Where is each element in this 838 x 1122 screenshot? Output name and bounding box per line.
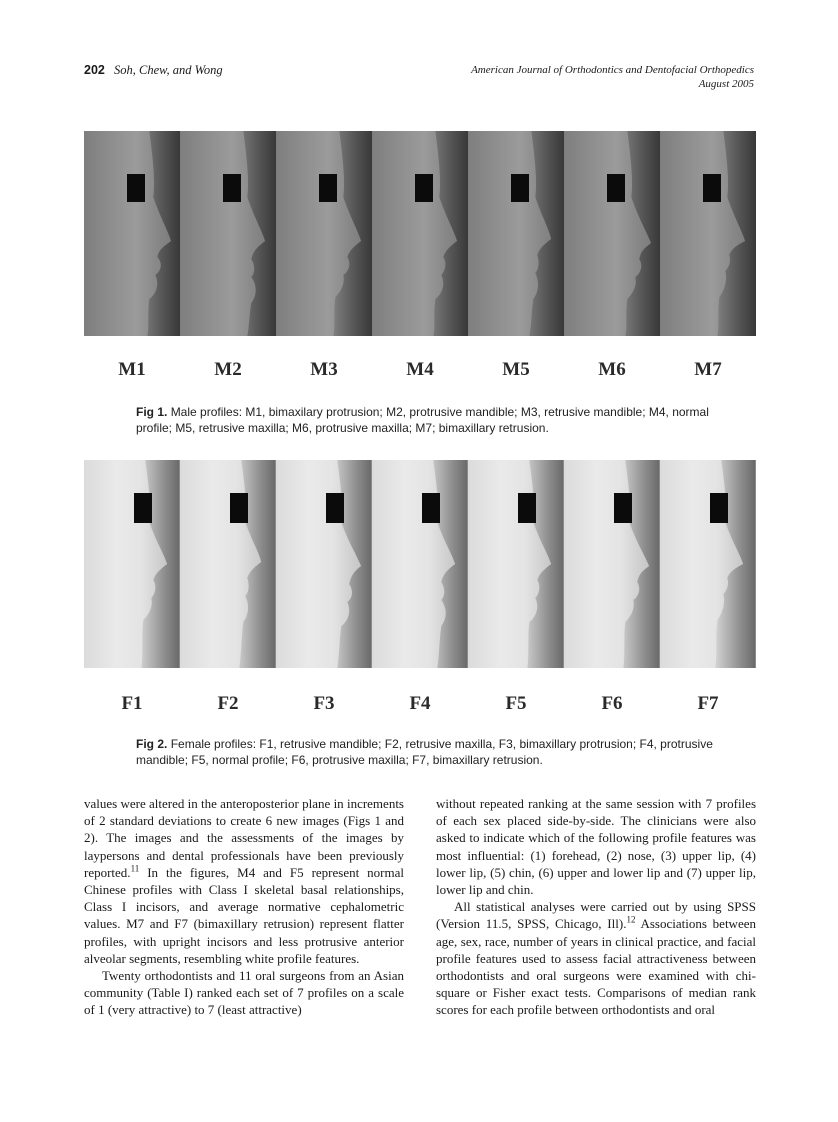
body-column-right: [436, 795, 756, 1019]
eye-mask: [511, 174, 529, 202]
body-paragraph: without repeated ranking at the same session with 7 profiles of each sex placed side-by-side. The clinicians were also asked to indicate which of the following profile features was most influential: (1) forehead, (2) nose, (3) upper lip, (4) lower lip, (5) chin, (6) upper and lower lip and (7) upper lip, lower lip and chin.: [436, 796, 756, 898]
body-text: In the figures, M4 and F5 represent normal Chinese profiles with Class I skeletal basal relationships, Class I incisors, and average normative cephalometric values. M7 and F7 (bimaxillary retrusion) represent flatter profiles, with upright incisors and less protrusive anterior alveolar segments, resembling white profile features.: [84, 864, 404, 966]
eye-mask: [710, 493, 728, 523]
eye-mask: [614, 493, 632, 523]
profile-label-m7: M7: [694, 359, 722, 380]
figure-2-caption-label: Fig 2.: [136, 737, 168, 751]
page-number: 202: [84, 63, 105, 77]
profile-label-f3: F3: [313, 693, 335, 714]
profile-label-m4: M4: [406, 359, 434, 380]
body-paragraph: [84, 795, 404, 967]
running-header-left: [84, 63, 223, 78]
running-authors: Soh, Chew, and Wong: [113, 63, 223, 77]
profile-photo-f2: [180, 460, 276, 668]
profile-label-m6: M6: [598, 359, 626, 380]
profile-photo-m6: [564, 131, 660, 336]
profile-photo-m4: [372, 131, 468, 336]
profile-photo-m2: [180, 131, 276, 336]
profile-photo-f5: [468, 460, 564, 668]
running-header-right: [471, 63, 754, 91]
body-text: Associations between age, sex, race, number of years in clinical practice, and facial profile features used to assess facial attractiveness between orthodontists and oral surgeons were examined with chi-square or Fisher exact tests. Comparisons of median rank scores for each profile between orthodontists and oral: [436, 916, 756, 1018]
body-paragraph: Twenty orthodontists and 11 oral surgeons from an Asian community (Table I) ranked each set of 7 profiles on a scale of 1 (very attractive) to 7 (least attractive): [84, 968, 404, 1018]
figure-2-caption-text: Female profiles: F1, retrusive mandible; F2, retrusive maxilla, F3, bimaxillary protrusion; F4, protrusive mandible; F5, normal profile; F6, protrusive maxilla; F7, bimaxillary retrusion.: [136, 737, 713, 767]
eye-mask: [326, 493, 344, 523]
profile-photo-f4: [372, 460, 468, 668]
body-paragraph: [436, 898, 756, 1018]
issue-date: August 2005: [698, 78, 754, 90]
eye-mask: [415, 174, 433, 202]
profile-label-f1: F1: [121, 693, 143, 714]
journal-title: American Journal of Orthodontics and Dentofacial Orthopedics: [471, 64, 754, 76]
profile-label-m1: M1: [118, 359, 146, 380]
eye-mask: [607, 174, 625, 202]
profile-label-f5: F5: [505, 693, 527, 714]
profile-label-m2: M2: [214, 359, 242, 380]
profile-photo-f7: [660, 460, 756, 668]
profile-photo-m5: [468, 131, 564, 336]
profile-photo-f1: [84, 460, 180, 668]
profile-photo-f6: [564, 460, 660, 668]
eye-mask: [422, 493, 440, 523]
eye-mask: [319, 174, 337, 202]
profile-label-f4: F4: [409, 693, 431, 714]
profile-label-m5: M5: [502, 359, 530, 380]
profile-label-f2: F2: [217, 693, 239, 714]
eye-mask: [230, 493, 248, 523]
body-column-left: [84, 795, 404, 1019]
profile-label-m3: M3: [310, 359, 338, 380]
eye-mask: [134, 493, 152, 523]
profile-photo-f3: [276, 460, 372, 668]
profile-label-f7: F7: [697, 693, 719, 714]
figure-2-caption: [136, 736, 726, 768]
body-text: values were altered in the anteroposterior plane in increments of 2 standard deviations to create 6 new images (Figs 1 and 2). The images and the assessments of the images by laypersons and dental professionals have been previously reported.: [84, 796, 404, 880]
eye-mask: [127, 174, 145, 202]
eye-mask: [223, 174, 241, 202]
figure-1-caption-label: Fig 1.: [136, 405, 168, 419]
reference-superscript: 12: [626, 915, 636, 926]
eye-mask: [518, 493, 536, 523]
reference-superscript: 11: [130, 863, 140, 874]
figure-1-caption-text: Male profiles: M1, bimaxilary protrusion; M2, protrusive mandible; M3, retrusive mandible; M4, normal profile; M5, retrusive maxilla; M6, protrusive maxilla; M7; bimaxillary retrusion.: [136, 405, 709, 435]
female-profile-labels: [84, 693, 756, 715]
male-profiles-figure: [84, 131, 756, 336]
profile-label-f6: F6: [601, 693, 623, 714]
male-profile-labels: [84, 359, 756, 381]
figure-1-caption: [136, 404, 726, 436]
female-profiles-figure: [84, 460, 756, 668]
profile-photo-m7: [660, 131, 756, 336]
profile-photo-m3: [276, 131, 372, 336]
profile-photo-m1: [84, 131, 180, 336]
eye-mask: [703, 174, 721, 202]
body-text: All statistical analyses were carried out by using SPSS (Version 11.5, SPSS, Chicago, Ill).: [436, 899, 756, 932]
